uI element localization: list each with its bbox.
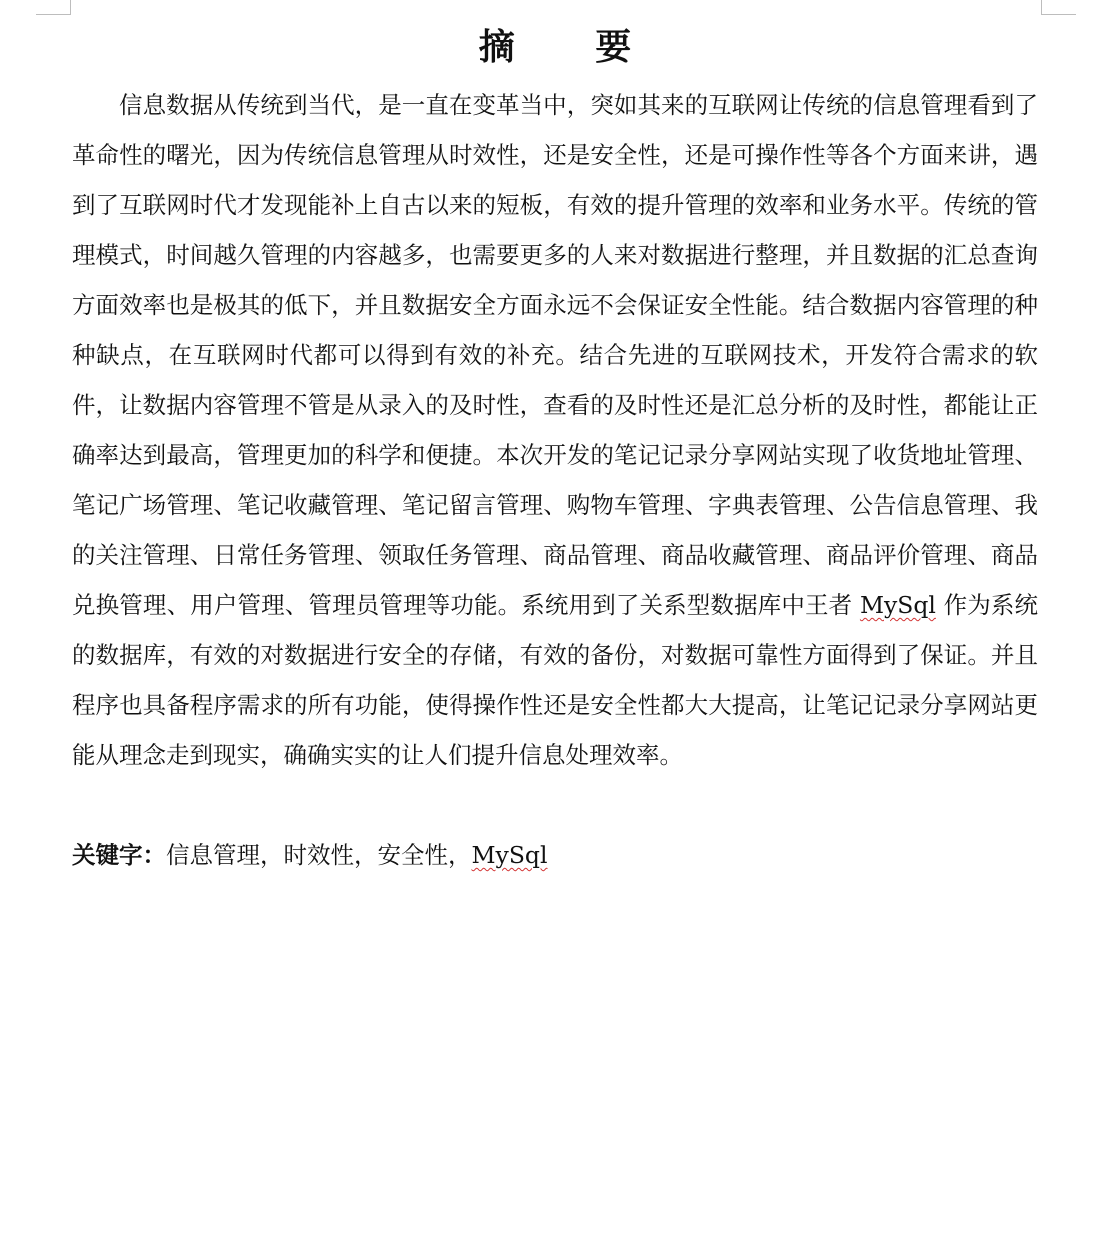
abstract-text-part2: 作为系统的数据库，有效的对数据进行安全的存储，有效的备份，对数据可靠性方面得到了保证。并且程序也具备程序需求的所有功能，使得操作性还是安全性都大大提高，让笔记记录分享网站更能从理念走到现实，确确实实的让人们提升信息处理效率。: [72, 591, 1038, 769]
keywords-line: [72, 830, 1038, 880]
abstract-text-part1: 信息数据从传统到当代，是一直在变革当中，突如其来的互联网让传统的信息管理看到了革命性的曙光，因为传统信息管理从时效性，还是安全性，还是可操作性等各个方面来讲，遇到了互联网时代才发现能补上自古以来的短板，有效的提升管理的效率和业务水平。传统的管理模式，时间越久管理的内容越多，也需要更多的人来对数据进行整理，并且数据的汇总查询方面效率也是极其的低下，并且数据安全方面永远不会保证安全性能。结合数据内容管理的种种缺点，在互联网时代都可以得到有效的补充。结合先进的互联网技术，开发符合需求的软件，让数据内容管理不管是从录入的及时性，查看的及时性还是汇总分析的及时性，都能让正确率达到最高，管理更加的科学和便捷。本次开发的笔记记录分享网站实现了收货地址管理、笔记广场管理、笔记收藏管理、笔记留言管理、购物车管理、字典表管理、公告信息管理、我的关注管理、日常任务管理、领取任务管理、商品管理、商品收藏管理、商品评价管理、商品兑换管理、用户管理、管理员管理等功能。系统用到了关系型数据库中王者: [72, 91, 1038, 619]
keywords-label: 关键字：: [72, 841, 166, 869]
keywords-spellcheck-mysql[interactable]: MySql: [471, 841, 548, 869]
page-corner-mark-right: [1041, 0, 1076, 15]
keywords-text: 信息管理，时效性，安全性，: [166, 841, 472, 869]
document-page: [72, 22, 1038, 880]
page-title: 摘 要: [478, 26, 666, 68]
page-corner-mark-left: [36, 0, 71, 15]
spellcheck-word-mysql[interactable]: MySql: [859, 591, 936, 619]
abstract-paragraph: [72, 80, 1038, 780]
